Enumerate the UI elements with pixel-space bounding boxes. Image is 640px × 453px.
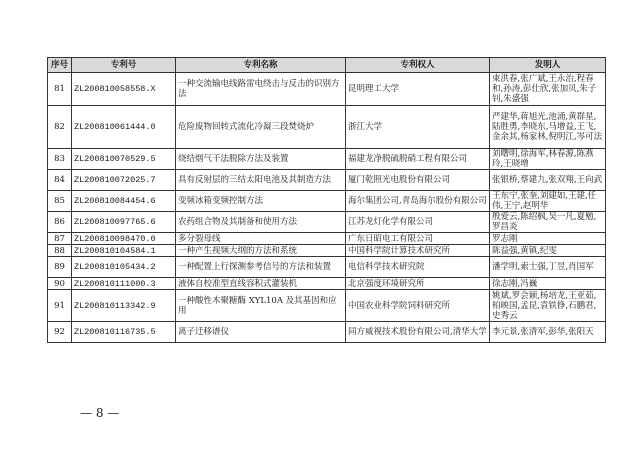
patent-number-cell: ZL200810070529.5 <box>72 149 176 170</box>
patentee-cell: 中国农业科学院饲料研究所 <box>346 290 490 322</box>
header-inventors: 发明人 <box>490 58 606 73</box>
patent-number-cell: ZL200810116735.5 <box>72 322 176 343</box>
inventors-cell: 殷爱云,陈绍枫,吴一凡,夏勉,罗昌炎 <box>490 212 606 233</box>
inventors-cell: 姚斌,罗会颖,杨培龙,王亚茹,柏映国,孟昆,袁铁铮,石鹏君,史秀云 <box>490 290 606 322</box>
table-body <box>48 73 606 343</box>
patent-name-cell: 一种配置上行探测参考信号的方法和装置 <box>176 257 346 278</box>
serial-cell: 88 <box>48 245 72 257</box>
table-header-row <box>48 58 606 73</box>
inventors-cell: 陈益强,黄镇,纪雯 <box>490 245 606 257</box>
patentee-cell: 北京强度环境研究所 <box>346 278 490 290</box>
serial-cell: 81 <box>48 73 72 106</box>
inventors-cell: 潘学明,索士强,丁昱,肖国军 <box>490 257 606 278</box>
patent-name-cell: 变频冰箱变频控制方法 <box>176 191 346 212</box>
patent-name-cell: 烧结烟气干法脱除方法及装置 <box>176 149 346 170</box>
patent-number-cell: ZL200810104584.1 <box>72 245 176 257</box>
table-row <box>48 290 606 322</box>
patentee-cell: 昆明理工大学 <box>346 73 490 106</box>
table-row <box>48 73 606 106</box>
table-row <box>48 149 606 170</box>
table-row <box>48 233 606 245</box>
table-row <box>48 191 606 212</box>
patentee-cell: 中国科学院计算技术研究所 <box>346 245 490 257</box>
patentee-cell: 广东日昭电工有限公司 <box>346 233 490 245</box>
patent-number-cell: ZL200810058558.X <box>72 73 176 106</box>
patentee-cell: 福建龙净脱硫脱硝工程有限公司 <box>346 149 490 170</box>
patent-number-cell: ZL200810072025.7 <box>72 170 176 191</box>
inventors-cell: 束洪春,张广斌,王永治,程春和,孙涛,彭仕欣,张加贝,朱子钊,朱盛强 <box>490 73 606 106</box>
patent-name-cell: 农药组合物及其制备和使用方法 <box>176 212 346 233</box>
table-row <box>48 322 606 343</box>
patent-name-cell: 多分裂母线 <box>176 233 346 245</box>
inventors-cell: 张银桥,蔡建九,张双翔,王向武 <box>490 170 606 191</box>
serial-cell: 87 <box>48 233 72 245</box>
header-patentee: 专利权人 <box>346 58 490 73</box>
serial-cell: 89 <box>48 257 72 278</box>
patent-number-cell: ZL200810061444.0 <box>72 106 176 149</box>
table-row <box>48 278 606 290</box>
patent-number-cell: ZL200810111000.3 <box>72 278 176 290</box>
header-patent-name: 专利名称 <box>176 58 346 73</box>
patent-number-cell: ZL200810105434.2 <box>72 257 176 278</box>
serial-cell: 85 <box>48 191 72 212</box>
header-serial: 序号 <box>48 58 72 73</box>
serial-cell: 86 <box>48 212 72 233</box>
table-row <box>48 106 606 149</box>
serial-cell: 84 <box>48 170 72 191</box>
patent-name-cell: 一种酸性木聚糖酶 XYL10A 及其基因和应用 <box>176 290 346 322</box>
inventors-cell: 王东宁,张奎,刘建如,王建,任伟,王宁,赵明华 <box>490 191 606 212</box>
inventors-cell: 李元景,张清军,彭华,张阳天 <box>490 322 606 343</box>
patent-table <box>47 57 606 343</box>
inventors-cell: 刘曙明,徐海军,林春源,陈燕玲,王晓增 <box>490 149 606 170</box>
serial-cell: 92 <box>48 322 72 343</box>
patentee-cell: 江苏龙灯化学有限公司 <box>346 212 490 233</box>
patent-name-cell: 液体自校准型直线容积式灌装机 <box>176 278 346 290</box>
patentee-cell: 同方威视技术股份有限公司,清华大学 <box>346 322 490 343</box>
patentee-cell: 电信科学技术研究院 <box>346 257 490 278</box>
serial-cell: 91 <box>48 290 72 322</box>
patent-number-cell: ZL200810098470.0 <box>72 233 176 245</box>
table-row <box>48 245 606 257</box>
inventors-cell: 罗志刚 <box>490 233 606 245</box>
header-patent-number: 专利号 <box>72 58 176 73</box>
table-row <box>48 170 606 191</box>
serial-cell: 83 <box>48 149 72 170</box>
serial-cell: 82 <box>48 106 72 149</box>
patent-number-cell: ZL200810113342.9 <box>72 290 176 322</box>
table-row <box>48 257 606 278</box>
serial-cell: 90 <box>48 278 72 290</box>
patent-name-cell: 一种交流输电线路雷电绕击与反击的识别方法 <box>176 73 346 106</box>
patent-number-cell: ZL200810097765.6 <box>72 212 176 233</box>
patentee-cell: 海尔集团公司,青岛海尔股份有限公司 <box>346 191 490 212</box>
patent-name-cell: 具有反射层的三结太阳电池及其制造方法 <box>176 170 346 191</box>
patent-name-cell: 离子迁移谱仪 <box>176 322 346 343</box>
patent-name-cell: 一种产生视频大纲的方法和系统 <box>176 245 346 257</box>
inventors-cell: 徐志刚,冯巍 <box>490 278 606 290</box>
patent-name-cell: 危险废物回转式流化冷凝三段焚烧炉 <box>176 106 346 149</box>
patentee-cell: 厦门乾照光电股份有限公司 <box>346 170 490 191</box>
patentee-cell: 浙江大学 <box>346 106 490 149</box>
page-number: — 8 — <box>80 406 120 420</box>
patent-number-cell: ZL200810084454.6 <box>72 191 176 212</box>
table-row <box>48 212 606 233</box>
inventors-cell: 严建华,蒋旭光,池涌,黄群星,陆胜勇,李晓东,马增益,王飞,金余其,杨家林,倪明江,岑可法 <box>490 106 606 149</box>
